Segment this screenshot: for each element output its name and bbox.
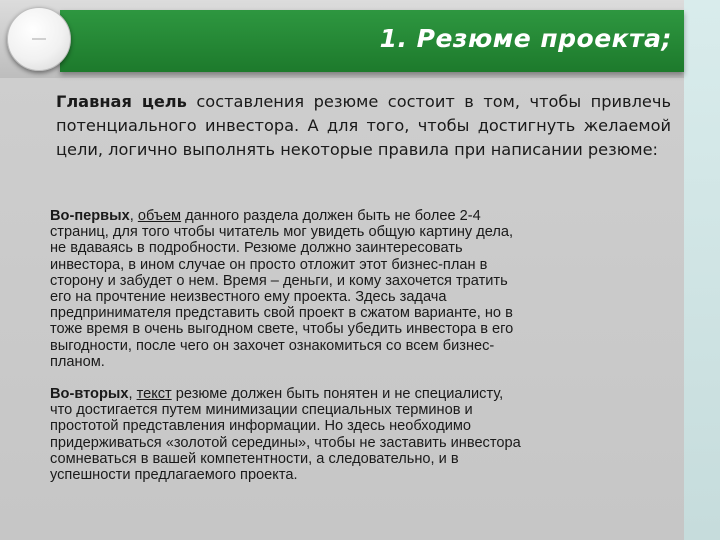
title-bar <box>60 10 684 72</box>
paragraph-line: выгодности, после чего он захочет ознакомиться со всем бизнес- <box>50 337 495 354</box>
paragraph-line: его на прочтение неизвестного ему проекта. Здесь задача <box>50 289 447 306</box>
paragraph-line <box>50 208 674 224</box>
paragraph-line: инвестора, в ином случае он просто отложит этот бизнес-план в <box>50 256 488 273</box>
paragraph-comma: , <box>128 386 137 402</box>
paragraph-line: предпринимателя представить свой проект в сжатом варианте, но в <box>50 305 513 322</box>
underlined-word: объем <box>137 208 182 224</box>
paragraph-line: страниц, для того чтобы читатель мог увидеть общую картину дела, <box>50 224 514 241</box>
circle-badge-icon <box>7 7 71 71</box>
paragraph-line: придерживаться «золотой середины», чтобы не заставить инвестора <box>50 434 521 451</box>
paragraph-first <box>50 208 674 370</box>
paragraph-line: сомневаться в вашей компетентности, а следовательно, и в <box>50 450 459 467</box>
circle-dash <box>32 38 46 40</box>
paragraph-text: данного раздела должен быть не более 2-4 <box>181 208 481 224</box>
intro-text: составления резюме состоит в том, чтобы привлечь потенциального инвестора. А для того, чтобы достигнуть желаемой цели, логично выполнять некоторые правила при написании резюме: <box>56 92 672 159</box>
paragraph-line <box>50 386 674 402</box>
paragraph-line: не вдаваясь в подробности. Резюме должно заинтересовать <box>50 240 463 257</box>
underlined-word: текст <box>136 386 172 402</box>
paragraph-line: простотой представления информации. Но здесь необходимо <box>50 418 472 435</box>
intro-lead: Главная цель <box>56 92 187 111</box>
paragraph-text: резюме должен быть понятен и не специалисту, <box>171 386 504 402</box>
paragraph-line: планом. <box>50 353 105 370</box>
paragraph-comma: , <box>129 208 138 224</box>
paragraph-line: сторону и забудет о нем. Время – деньги, и кому захочется тратить <box>50 272 508 289</box>
paragraph-line: что достигается путем минимизации специальных терминов и <box>50 402 473 419</box>
paragraph-lead: Во-первых <box>50 208 130 224</box>
intro-paragraph <box>56 90 671 162</box>
slide-title: 1. Резюме проекта; <box>379 24 672 53</box>
paragraph-lead: Во-вторых <box>50 386 129 402</box>
right-decor-strip <box>684 0 720 540</box>
paragraph-line: успешности предлагаемого проекта. <box>50 467 298 484</box>
paragraph-line: тоже время в очень выгодном свете, чтобы убедить инвестора в его <box>50 321 514 338</box>
paragraph-second <box>50 386 674 483</box>
